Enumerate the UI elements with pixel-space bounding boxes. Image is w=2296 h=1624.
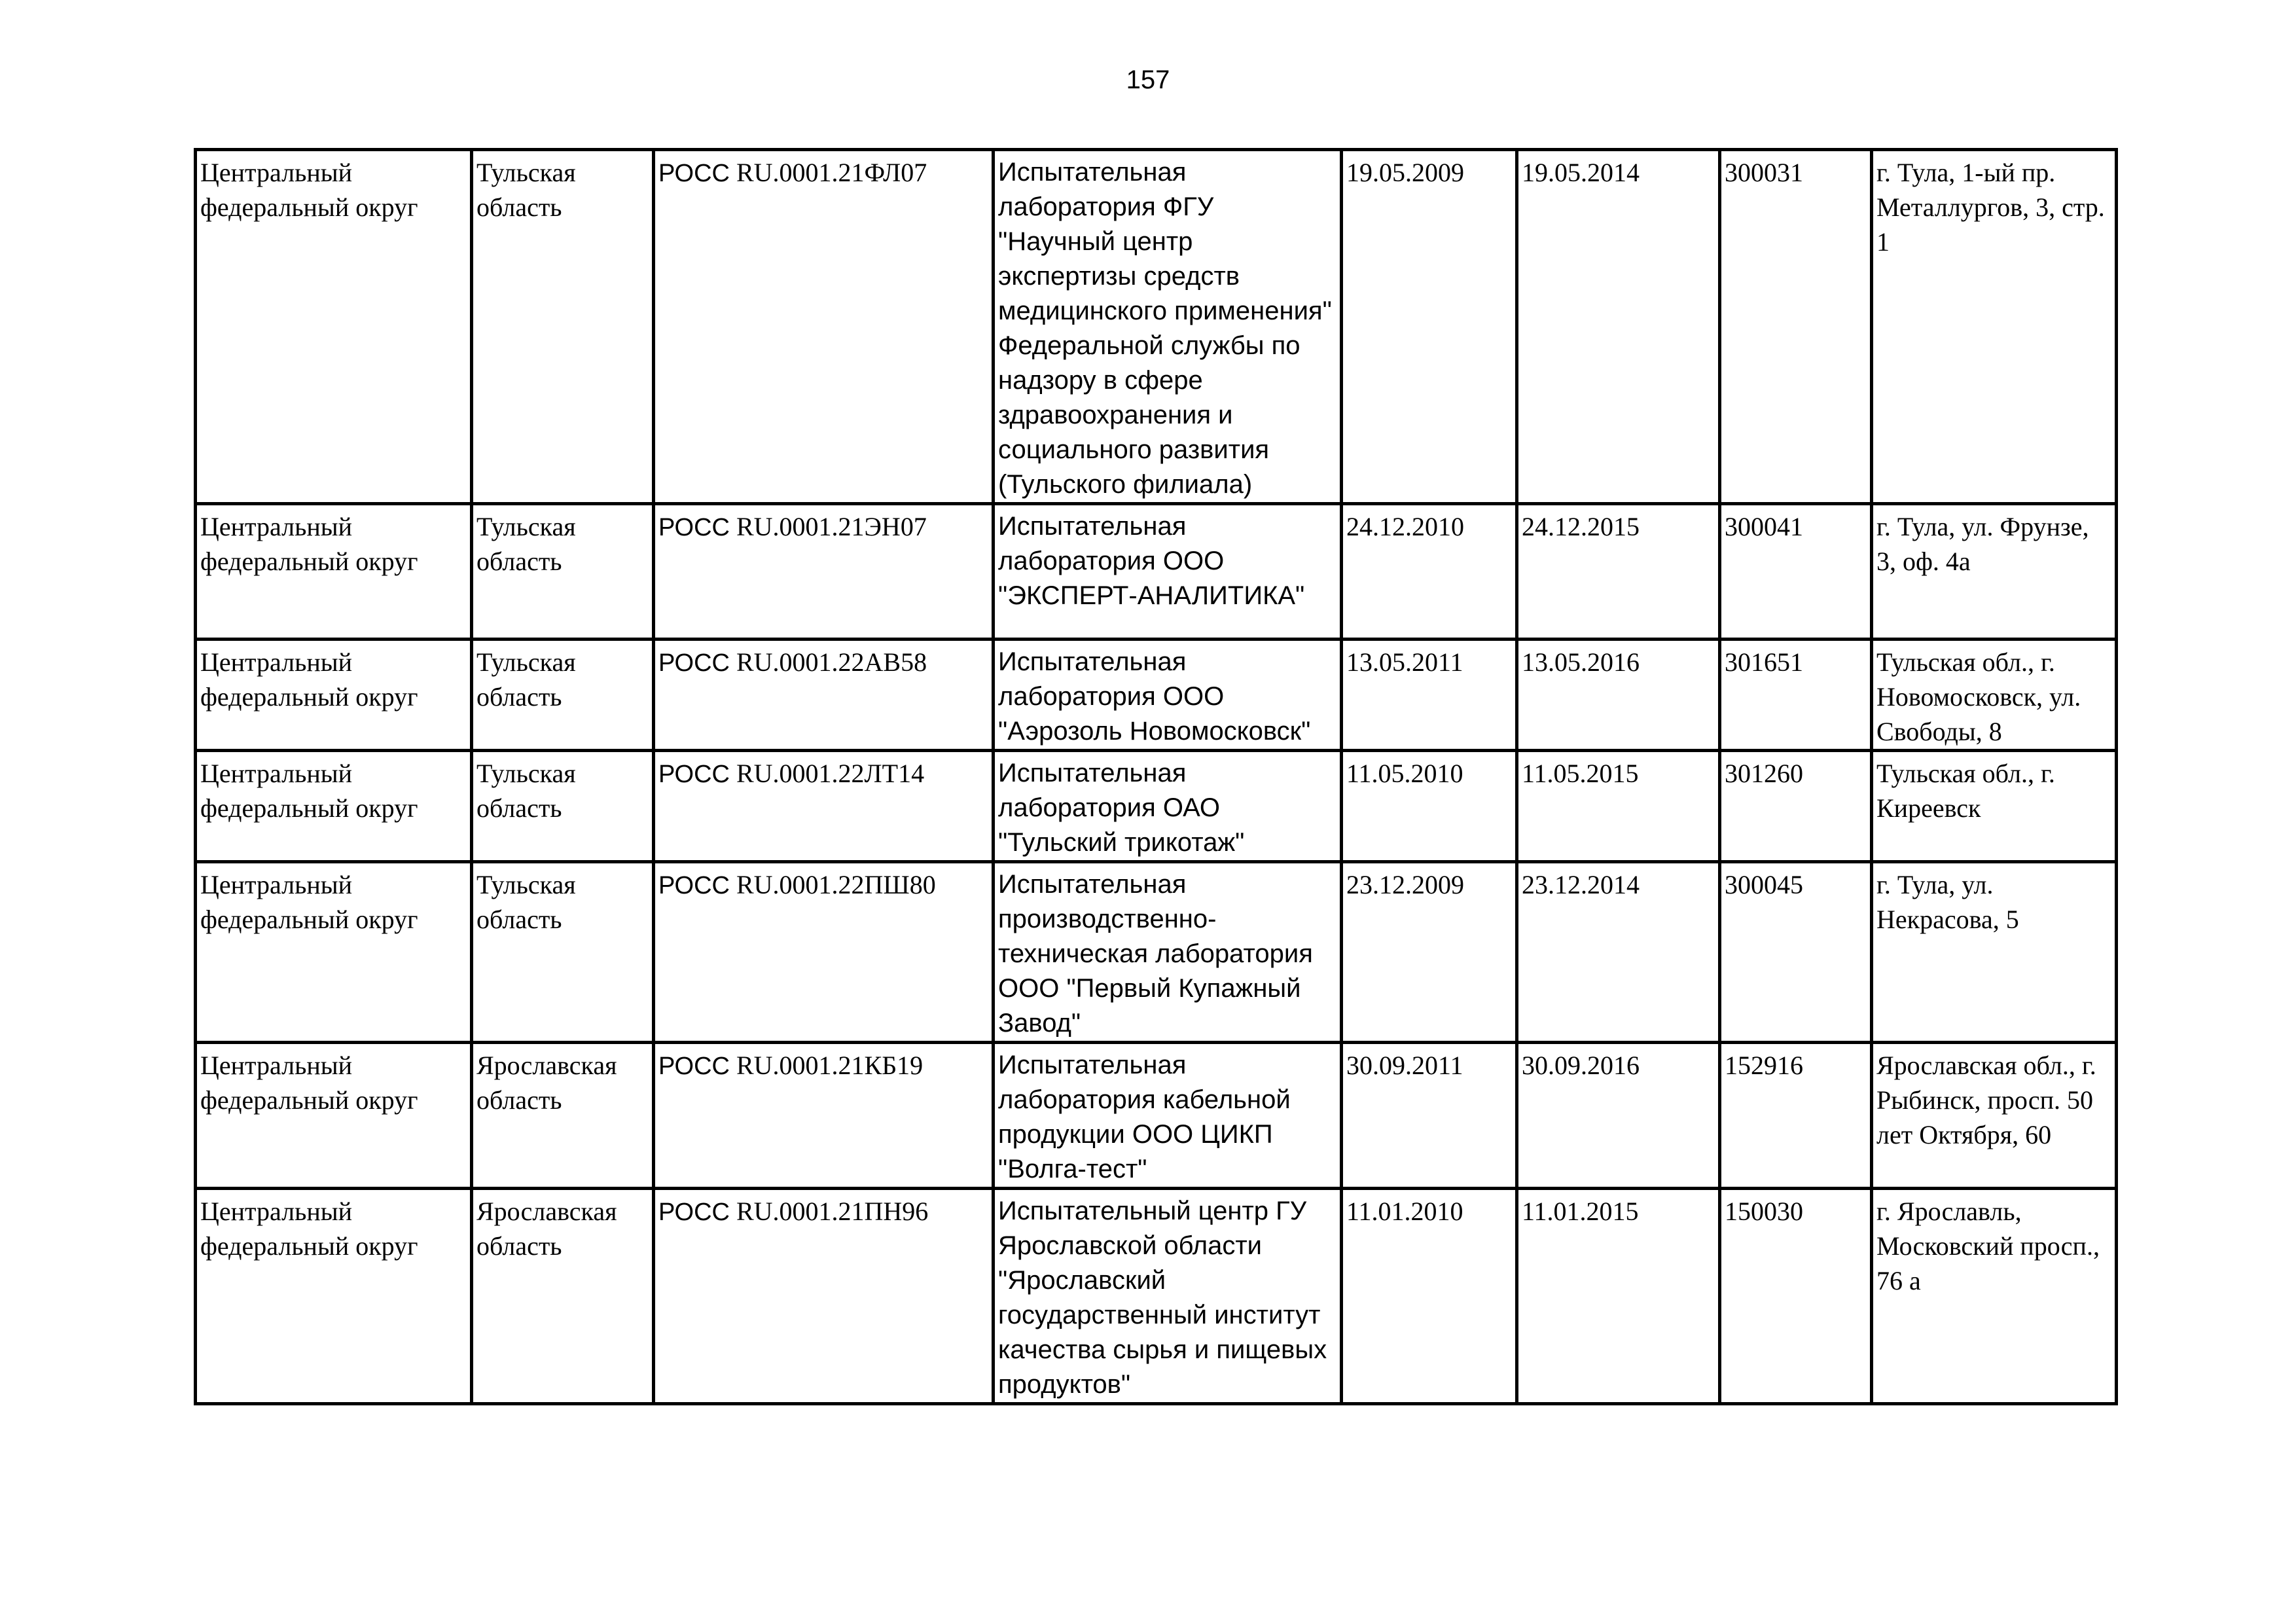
postal-code-cell: 300041 [1720,504,1872,640]
address-cell: г. Ярославль, Московский просп., 76 а [1872,1189,2117,1404]
date-to-cell: 30.09.2016 [1517,1043,1720,1189]
address-cell: г. Тула, ул. Фрунзе, 3, оф. 4а [1872,504,2117,640]
organization-cell: Испытательная лаборатория кабельной продукции ООО ЦИКП "Волга-тест" [994,1043,1342,1189]
certificate-prefix: РОСС [658,872,730,899]
certificate-code: RU.0001.21ПН96 [736,1197,929,1226]
region-cell: Ярославская область [472,1189,654,1404]
date-from-cell: 30.09.2011 [1342,1043,1517,1189]
region-cell: Тульская область [472,150,654,504]
table-row [196,640,2117,751]
table-row [196,504,2117,640]
district-cell: Центральный федеральный округ [196,1043,472,1189]
address-cell: Тульская обл., г. Киреевск [1872,751,2117,862]
date-from-cell: 19.05.2009 [1342,150,1517,504]
region-cell: Тульская область [472,504,654,640]
address-cell: Ярославская обл., г. Рыбинск, просп. 50 лет Октября, 60 [1872,1043,2117,1189]
date-to-cell: 11.01.2015 [1517,1189,1720,1404]
address-cell: г. Тула, ул. Некрасова, 5 [1872,862,2117,1043]
date-from-cell: 11.05.2010 [1342,751,1517,862]
certificate-prefix: РОСС [658,514,730,541]
date-from-cell: 13.05.2011 [1342,640,1517,751]
certificate-prefix: РОСС [658,1199,730,1226]
certificate-prefix: РОСС [658,1053,730,1080]
region-cell: Тульская область [472,751,654,862]
organization-cell: Испытательная лаборатория ООО "ЭКСПЕРТ-АНАЛИТИКА" [994,504,1342,640]
certificate-number-cell [654,504,994,640]
certificate-number-cell [654,150,994,504]
certificate-number-cell [654,751,994,862]
district-cell: Центральный федеральный округ [196,862,472,1043]
table-row [196,1043,2117,1189]
organization-cell: Испытательная производственно-техническая лаборатория ООО "Первый Купажный Завод" [994,862,1342,1043]
address-cell: Тульская обл., г. Новомосковск, ул. Свободы, 8 [1872,640,2117,751]
district-cell: Центральный федеральный округ [196,751,472,862]
postal-code-cell: 300045 [1720,862,1872,1043]
date-to-cell: 13.05.2016 [1517,640,1720,751]
region-cell: Тульская область [472,862,654,1043]
table-row [196,150,2117,504]
certificate-code: RU.0001.22ПШ80 [736,870,936,899]
table-row [196,751,2117,862]
district-cell: Центральный федеральный округ [196,150,472,504]
organization-cell: Испытательная лаборатория ФГУ "Научный центр экспертизы средств медицинского применения" Федеральной службы по надзору в сфере здравоохранения и социального развития (Тульского филиала) [994,150,1342,504]
district-cell: Центральный федеральный округ [196,640,472,751]
date-to-cell: 19.05.2014 [1517,150,1720,504]
organization-cell: Испытательный центр ГУ Ярославской области "Ярославский государственный институт качества сырья и пищевых продуктов" [994,1189,1342,1404]
district-cell: Центральный федеральный округ [196,504,472,640]
date-to-cell: 24.12.2015 [1517,504,1720,640]
postal-code-cell: 301260 [1720,751,1872,862]
organization-cell: Испытательная лаборатория ОАО "Тульский трикотаж" [994,751,1342,862]
district-cell: Центральный федеральный округ [196,1189,472,1404]
certificate-code: RU.0001.21КБ19 [736,1051,924,1080]
certificate-code: RU.0001.22АВ58 [736,647,927,677]
region-cell: Ярославская область [472,1043,654,1189]
date-to-cell: 23.12.2014 [1517,862,1720,1043]
postal-code-cell: 150030 [1720,1189,1872,1404]
certificate-code: RU.0001.21ЭН07 [736,512,927,541]
certificate-prefix: РОСС [658,761,730,788]
table-row [196,862,2117,1043]
certificate-prefix: РОСС [658,160,730,187]
table-row [196,1189,2117,1404]
postal-code-cell: 300031 [1720,150,1872,504]
date-from-cell: 23.12.2009 [1342,862,1517,1043]
certificate-number-cell [654,1189,994,1404]
certificate-number-cell [654,1043,994,1189]
certificate-code: RU.0001.22ЛТ14 [736,759,925,788]
postal-code-cell: 301651 [1720,640,1872,751]
certificate-code: RU.0001.21ФЛ07 [736,158,927,187]
laboratory-registry-table [194,148,2118,1405]
date-to-cell: 11.05.2015 [1517,751,1720,862]
postal-code-cell: 152916 [1720,1043,1872,1189]
certificate-number-cell [654,862,994,1043]
address-cell: г. Тула, 1-ый пр. Металлургов, 3, стр. 1 [1872,150,2117,504]
date-from-cell: 11.01.2010 [1342,1189,1517,1404]
region-cell: Тульская область [472,640,654,751]
certificate-prefix: РОСС [658,649,730,677]
page-number: 157 [1126,65,1170,94]
date-from-cell: 24.12.2010 [1342,504,1517,640]
certificate-number-cell [654,640,994,751]
organization-cell: Испытательная лаборатория ООО "Аэрозоль Новомосковск" [994,640,1342,751]
